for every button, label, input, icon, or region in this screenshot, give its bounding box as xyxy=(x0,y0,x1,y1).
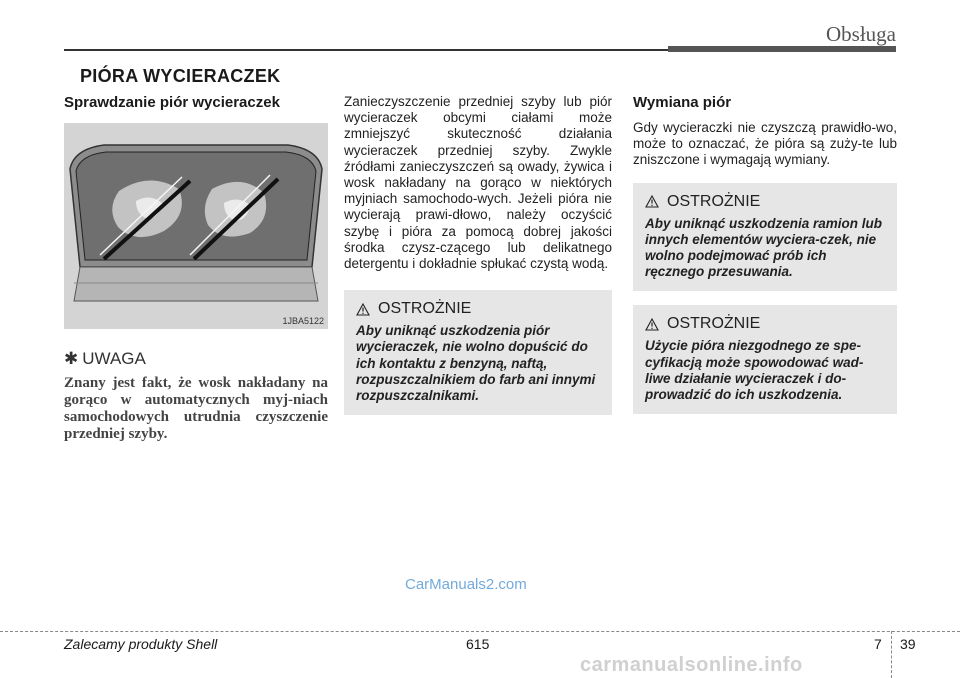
caution-box-manual-move xyxy=(633,183,897,292)
caution-heading xyxy=(645,315,885,333)
warning-triangle-icon xyxy=(645,318,659,331)
note-block xyxy=(64,349,328,443)
note-heading xyxy=(64,349,328,369)
cross-icon: ✱ xyxy=(64,349,79,368)
warning-triangle-icon xyxy=(356,303,370,316)
watermark-link[interactable]: CarManuals2.com xyxy=(405,576,527,593)
caution-heading xyxy=(356,300,600,318)
replace-heading: Wymiana piór xyxy=(633,94,732,111)
caution-title: OSTROŻNIE xyxy=(667,315,761,333)
caution-box-solvents xyxy=(344,290,612,415)
caution-title: OSTROŻNIE xyxy=(667,192,761,210)
footer-rule xyxy=(0,631,960,632)
check-heading: Sprawdzanie piór wycieraczek xyxy=(64,94,280,111)
contamination-paragraph: Zanieczyszczenie przedniej szyby lub piór wycieraczek obcymi ciałami może zmniejszyć skuteczność działania wycieraczek przedniej szyby. Zwykle źródłami zanieczyszczeń są owady, żywica i wosk nakładany na gorąco w niektórych myjniach samochodo-wych. Jeżeli pióra nie wycierają prawi-dłowo, należy oczyścić szybę i pióra za pomocą dobrej jakości środka czysz-czącego lub delikatnego detergentu i dokładnie spłukać czystą wodą. xyxy=(344,94,612,272)
column-2 xyxy=(344,94,612,415)
caution-text: Użycie pióra niezgodnego ze spe-cyfikacją może spowodować wad-liwe działanie wycieraczek i do-prowadzić do ich uszkodzenia. xyxy=(645,338,864,403)
warning-triangle-icon xyxy=(645,195,659,208)
footer-left-text: Zalecamy produkty Shell xyxy=(64,636,218,652)
column-1 xyxy=(64,94,328,443)
windshield-figure xyxy=(64,123,328,329)
windshield-illustration xyxy=(64,123,328,329)
header-title: Obsługa xyxy=(826,22,896,46)
bottom-watermark: carmanualsonline.info xyxy=(580,654,803,676)
figure-label: 1JBA5122 xyxy=(282,316,324,326)
footer-center-number: 615 xyxy=(466,636,490,652)
caution-text: Aby uniknąć uszkodzenia ramion lub innych elementów wyciera-czek, nie wolno podejmować prób ich ręcznego przesuwania. xyxy=(645,215,883,280)
caution-title: OSTROŻNIE xyxy=(378,300,472,318)
header-rule xyxy=(64,49,668,51)
footer-divider xyxy=(891,631,892,678)
section-title: PIÓRA WYCIERACZEK xyxy=(80,66,281,86)
footer-chapter-number: 7 xyxy=(874,636,882,652)
caution-box-wrong-blade xyxy=(633,305,897,414)
column-3 xyxy=(633,94,897,414)
caution-heading xyxy=(645,193,885,211)
note-text: Znany jest fakt, że wosk nakładany na gorąco w automatycznych myj-niach samochodowych utrudnia czyszczenie przedniej szyby. xyxy=(64,375,328,442)
footer-page-number: 39 xyxy=(900,636,916,652)
replace-paragraph: Gdy wycieraczki nie czyszczą prawidło-wo, może to oznaczać, że pióra są zuży-te lub zniszczone i wymagają wymiany. xyxy=(633,120,897,168)
note-title: UWAGA xyxy=(82,349,146,368)
header-bar xyxy=(668,46,896,52)
caution-text: Aby uniknąć uszkodzenia piór wycieraczek, nie wolno dopuścić do ich kontaktu z benzyną, naftą, rozpuszczalnikiem do farb ani innymi rozpuszczalnikami. xyxy=(356,323,596,404)
